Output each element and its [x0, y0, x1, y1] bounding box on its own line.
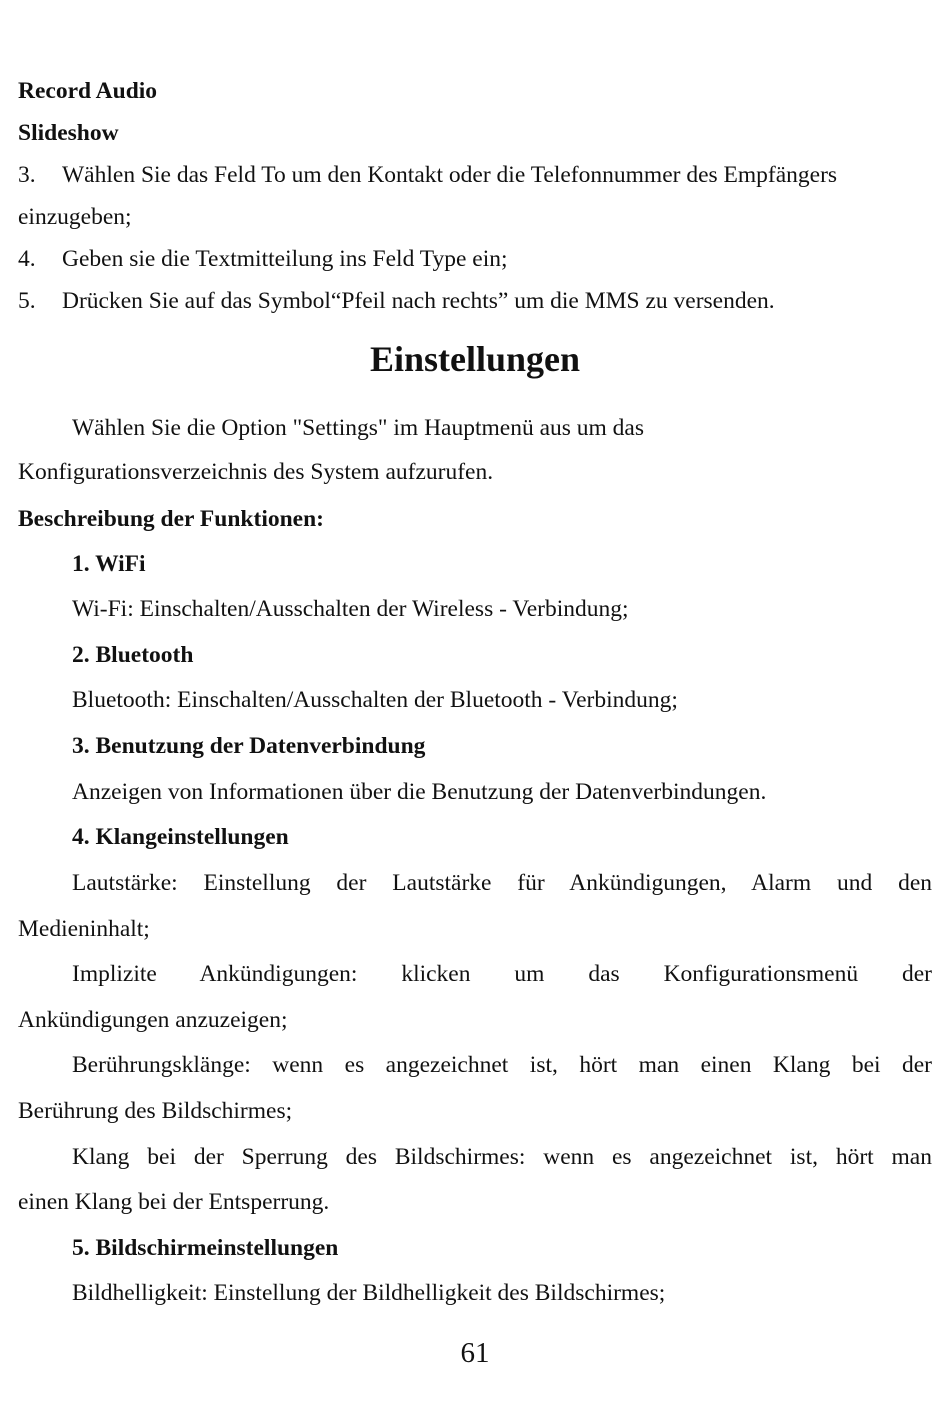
volume-line-1: Lautstärke: Einstellung der Lautstärke für Ankündigungen, Alarm und den [72, 870, 932, 896]
step-3-line-1 [18, 164, 837, 188]
sound-settings-heading: 4. Klangeinstellungen [72, 824, 289, 850]
bluetooth-heading: 2. Bluetooth [72, 642, 194, 668]
step-5-text: Drücken Sie auf das Symbol“Pfeil nach rechts” um die MMS zu versenden. [62, 288, 775, 314]
display-settings-heading: 5. Bildschirmeinstellungen [72, 1235, 339, 1261]
volume-line-2: Medieninhalt; [18, 916, 150, 942]
data-usage-heading: 3. Benutzung der Datenverbindung [72, 733, 426, 759]
step-3-text: Wählen Sie das Feld To um den Kontakt oder die Telefonnummer des Empfängers [62, 162, 838, 188]
lock-sound-line-1: Klang bei der Sperrung des Bildschirmes: wenn es angezeichnet ist, hört man [72, 1144, 932, 1170]
implicit-line-1: Implizite Ankündigungen: klicken um das Konfigurationsmenü der [72, 961, 932, 987]
brightness-text: Bildhelligkeit: Einstellung der Bildhelligkeit des Bildschirmes; [72, 1280, 666, 1306]
step-5-number: 5. [18, 288, 36, 314]
touch-sounds-line-2: Berührung des Bildschirmes; [18, 1098, 293, 1124]
step-5 [18, 290, 775, 314]
intro-line-1: Wählen Sie die Option "Settings" im Hauptmenü aus um das [72, 415, 645, 441]
touch-sounds-line-1: Berührungsklänge: wenn es angezeichnet ist, hört man einen Klang bei der [72, 1052, 932, 1078]
wifi-heading: 1. WiFi [72, 551, 146, 577]
wifi-text: Wi-Fi: Einschalten/Ausschalten der Wireless - Verbindung; [72, 596, 629, 622]
section-title: Einstellungen [369, 339, 581, 379]
lock-sound-line-2: einen Klang bei der Entsperrung. [18, 1189, 330, 1215]
record-audio-label: Record Audio [18, 78, 158, 104]
intro-line-2: Konfigurationsverzeichnis des System aufzurufen. [18, 459, 494, 485]
step-4-text: Geben sie die Textmitteilung ins Feld Type ein; [62, 246, 508, 272]
step-3-number: 3. [18, 162, 36, 188]
functions-heading: Beschreibung der Funktionen: [18, 506, 324, 532]
slideshow-label: Slideshow [18, 120, 119, 146]
page-number: 61 [460, 1337, 490, 1369]
step-4 [18, 248, 508, 272]
step-4-number: 4. [18, 246, 36, 272]
implicit-line-2: Ankündigungen anzuzeigen; [18, 1007, 288, 1033]
bluetooth-text: Bluetooth: Einschalten/Ausschalten der Bluetooth - Verbindung; [72, 687, 678, 713]
data-usage-text: Anzeigen von Informationen über die Benutzung der Datenverbindungen. [72, 779, 767, 805]
step-3-line-2: einzugeben; [18, 204, 132, 230]
